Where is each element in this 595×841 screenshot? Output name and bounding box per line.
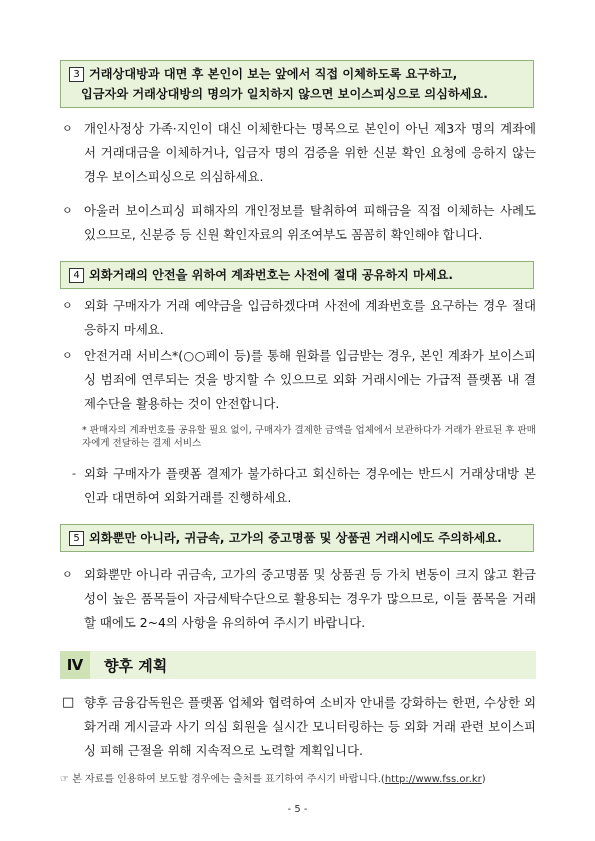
paragraph-text: 향후 금융감독원은 플랫폼 업체와 협력하여 소비자 안내를 강화하는 한편, 수상한 외화거래 게시글과 사기 의심 회원을 실시간 모니터링하는 등 외화 거래 관련 보이스피싱 피해 근절을 위해 지속적으로 노력할 계획입니다. <box>84 695 536 758</box>
bullet-marker: ㅇ <box>62 568 73 581</box>
dash-marker: - <box>72 467 76 480</box>
notice-box-3 <box>60 60 534 108</box>
paragraph-2 <box>62 199 536 247</box>
bullet-marker: ㅇ <box>62 204 73 217</box>
square-marker: □ <box>62 695 75 710</box>
paragraph-6 <box>62 563 536 635</box>
paragraph-text: 외화 구매자가 플랫폼 결제가 불가하다고 회신하는 경우에는 반드시 거래상대방 본인과 대면하여 외화거래를 진행하세요. <box>84 466 536 505</box>
paragraph-4 <box>62 344 536 416</box>
paragraph-text: 안전거래 서비스*(○○페이 등)를 통해 원화를 입금받는 경우, 본인 계좌가 보이스피싱 범죄에 연루되는 것을 방지할 수 있으므로 외화 거래시에는 가급적 플랫폼 내 결제수단을 활용하는 것이 안전합니다. <box>84 348 536 411</box>
paragraph-5 <box>62 462 536 510</box>
box-line2: 입금자와 거래상대방의 명의가 일치하지 않으면 보이스피싱으로 의심하세요. <box>81 87 488 101</box>
citation-close: ) <box>481 774 486 785</box>
fss-link[interactable]: http://www.fss.or.kr <box>384 774 482 785</box>
notice-box-5 <box>60 524 534 552</box>
citation-text: 본 자료를 인용하여 보도할 경우에는 출처를 표기하여 주시기 바랍니다.( <box>72 774 385 785</box>
box-number: 5 <box>69 531 84 546</box>
paragraph-3 <box>62 294 536 342</box>
page-number: - 5 - <box>287 804 308 815</box>
box-number: 3 <box>69 67 84 82</box>
notice-box-4 <box>60 261 534 289</box>
paragraph-7 <box>62 691 536 763</box>
footnote <box>82 424 542 450</box>
pointing-hand-icon: ☞ <box>60 774 69 785</box>
bullet-marker: ㅇ <box>62 299 73 312</box>
box-line1: 외화거래의 안전을 위하여 계좌번호는 사전에 절대 공유하지 마세요. <box>89 268 453 282</box>
section-number: Ⅳ <box>60 651 90 679</box>
box-line1: 외화뿐만 아니라, 귀금속, 고가의 중고명품 및 상품권 거래시에도 주의하세요. <box>89 531 502 545</box>
bullet-marker: ㅇ <box>62 122 73 135</box>
box-number: 4 <box>69 268 84 283</box>
paragraph-text: 개인사정상 가족·지인이 대신 이체한다는 명목으로 본인이 아닌 제3자 명의 계좌에서 거래대금을 이체하거나, 입금자 명의 검증을 위한 신분 확인 요청에 응하지 않는 경우 보이스피싱으로 의심하세요. <box>84 121 536 184</box>
citation-note <box>60 770 540 785</box>
section-title: 향후 계획 <box>104 656 168 675</box>
box-line1: 거래상대방과 대면 후 본인이 보는 앞에서 직접 이체하도록 요구하고, <box>89 67 458 81</box>
section-header <box>60 651 536 679</box>
footnote-marker: * <box>82 425 87 436</box>
paragraph-text: 외화 구매자가 거래 예약금을 입금하겠다며 사전에 계좌번호를 요구하는 경우 절대 응하지 마세요. <box>84 298 536 337</box>
paragraph-1 <box>62 117 536 189</box>
footnote-text: 판매자의 계좌번호를 공유할 필요 없이, 구매자가 결제한 금액을 업체에서 보관하다가 거래가 완료된 후 판매자에게 전달하는 결제 서비스 <box>82 425 536 449</box>
bullet-marker: ㅇ <box>62 349 73 362</box>
paragraph-text: 외화뿐만 아니라 귀금속, 고가의 중고명품 및 상품권 등 가치 변동이 크지 않고 환금성이 높은 품목들이 자금세탁수단으로 활용되는 경우가 많으므로, 이들 품목을 거래할 때에도 2~4의 사항을 유의하여 주시기 바랍니다. <box>84 567 536 630</box>
paragraph-text: 아울러 보이스피싱 피해자의 개인정보를 탈취하여 피해금을 직접 이체하는 사례도 있으므로, 신분증 등 신원 확인자료의 위조여부도 꼼꼼히 확인해야 합니다. <box>84 203 536 242</box>
